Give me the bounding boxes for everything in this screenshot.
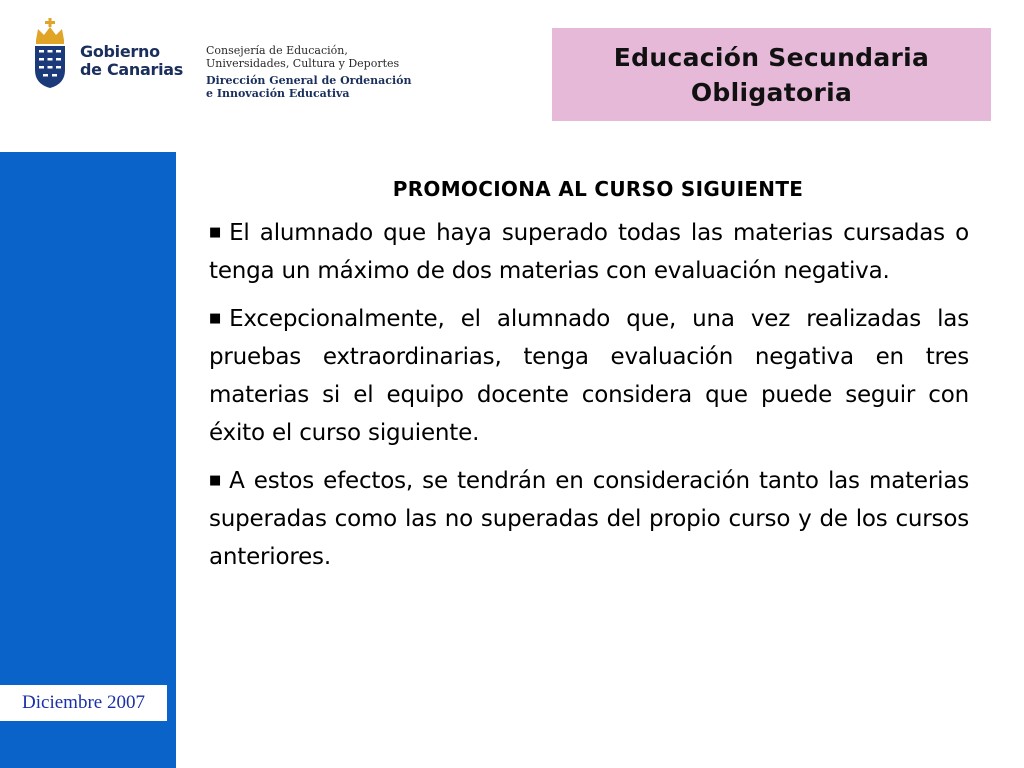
square-bullet-icon: ■ (209, 225, 222, 240)
date-label: Diciembre 2007 (0, 685, 167, 721)
bullet-paragraph (209, 214, 969, 290)
slide-content (209, 172, 969, 576)
government-name-line1: Gobierno (80, 42, 160, 61)
government-name-line2: de Canarias (80, 60, 183, 79)
directorate-line2: e Innovación Educativa (206, 87, 350, 100)
coat-of-arms-icon (30, 18, 70, 90)
department-line1: Consejería de Educación, (206, 44, 348, 57)
slide-title-line2: Obligatoria (690, 77, 853, 107)
bullet-text: El alumnado que haya superado todas las materias cursadas o tenga un máximo de dos materias con evaluación negativa. (209, 220, 969, 284)
department-info (206, 44, 436, 100)
government-name (80, 43, 210, 79)
government-logo (30, 18, 430, 98)
bullet-text: A estos efectos, se tendrán en consideración tanto las materias superadas como las no superadas del propio curso y de los cursos anteriores. (209, 468, 969, 570)
sidebar (0, 152, 176, 768)
slide-title (552, 28, 991, 121)
square-bullet-icon: ■ (209, 311, 222, 326)
bullet-text: Excepcionalmente, el alumnado que, una vez realizadas las pruebas extraordinarias, tenga evaluación negativa en tres materias si el equipo docente considera que puede seguir con éxito el curso siguiente. (209, 306, 969, 446)
section-heading: PROMOCIONA AL CURSO SIGUIENTE (392, 177, 804, 201)
slide-title-line1: Educación Secundaria (613, 42, 930, 72)
bullet-paragraph (209, 300, 969, 452)
directorate-line1: Dirección General de Ordenación (206, 74, 412, 87)
square-bullet-icon: ■ (209, 473, 222, 488)
department-line2: Universidades, Cultura y Deportes (206, 57, 400, 70)
bullet-paragraph (209, 462, 969, 576)
